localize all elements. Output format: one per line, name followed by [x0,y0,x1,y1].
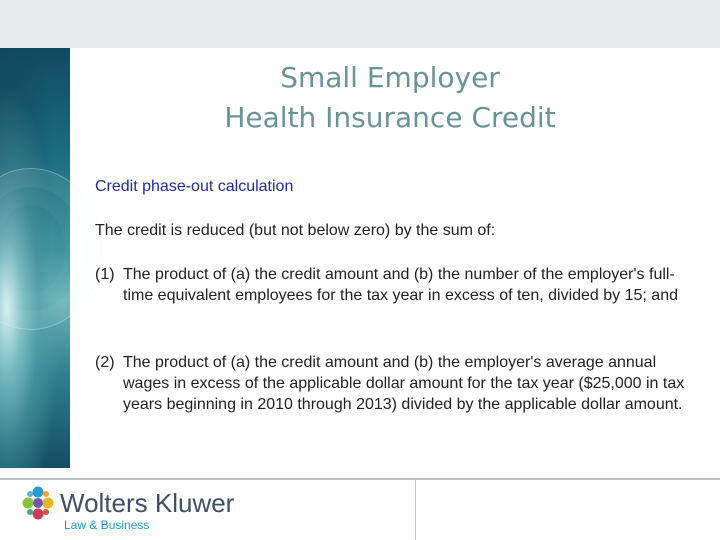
list-item-2-text: The product of (a) the credit amount and (b) the employer's average annual wages in excess of the applicable dollar amount for the tax year ($25,000 in tax years beginning in 2010 through 2013) divided by the applicable dollar amount. [123,354,685,413]
intro-text: The credit is reduced (but not below zero) by the sum of: [95,222,496,239]
footer-vertical-line [415,480,416,540]
globe-image [0,48,70,468]
brand-name: Wolters Kluwer [60,488,235,518]
title-line-1: Small Employer [280,61,500,94]
wolters-kluwer-logo-icon [20,485,56,521]
subheading: Credit phase-out calculation [95,178,294,195]
list-item-2 [95,352,695,415]
list-item-2-number: (2) [95,354,115,371]
brand-division: Law & Business [64,518,150,532]
title-line-2: Health Insurance Credit [224,101,556,134]
list-item-1 [95,264,695,306]
slide-title [120,58,660,138]
footer-divider [0,478,720,480]
top-band [0,0,720,48]
list-item-1-number: (1) [95,266,115,283]
list-item-1-text: The product of (a) the credit amount and (b) the number of the employer's full-time equivalent employees for the tax year in excess of ten, divided by 15; and [123,266,678,304]
